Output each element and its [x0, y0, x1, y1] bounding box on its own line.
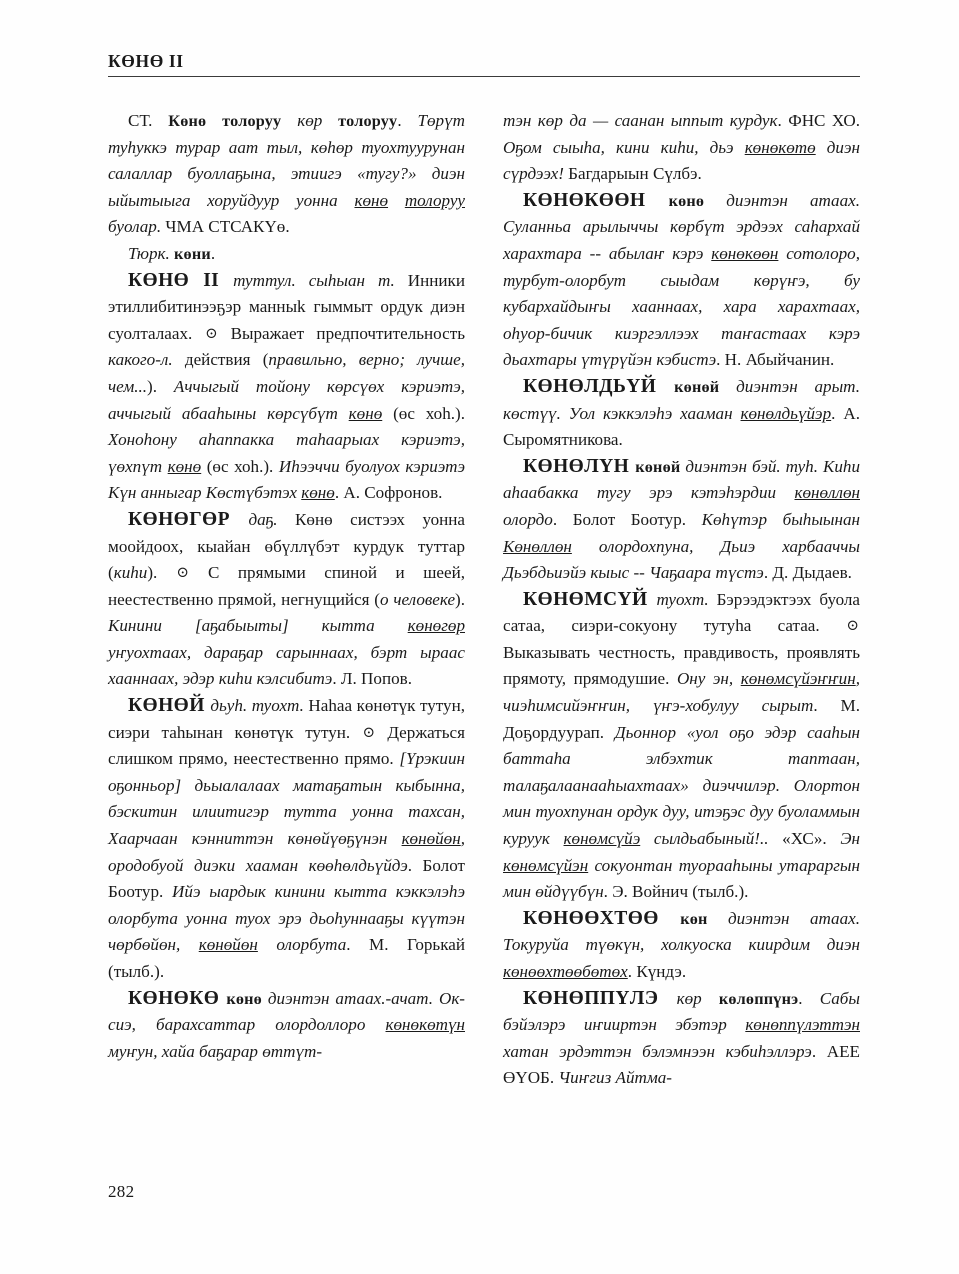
entry-text-run: Ок-сиэ, барахсаттар олордоллоро	[108, 988, 466, 1035]
entry-text-run: муҥун, хайа баҕарар өттүт-	[108, 1041, 323, 1061]
entry-text-run: туохт.	[656, 589, 717, 609]
entry-text-run: уҥуохтаах, дараҕар сарыннаах, бэрт ыраас хааннаах, эдэр киһи кэлсибитэ	[108, 642, 465, 689]
entry-text-run: көнөйөн	[401, 829, 461, 849]
entry-text-run: . Болот Боотур.	[108, 855, 465, 902]
entry-text-run: көнөөхтөөбөтөх	[503, 962, 628, 981]
entry-text-run: көнөмсүйэ	[563, 829, 641, 849]
dictionary-entry	[503, 374, 860, 454]
entry-headword: КӨНӨМСҮЙ	[523, 588, 657, 610]
entry-text-run: көнөппүлэттэн	[745, 1015, 860, 1035]
dictionary-entry	[503, 454, 860, 587]
running-head-area	[108, 52, 860, 77]
entry-text-run: олордо	[503, 509, 553, 529]
entry-text-run: Выражает предпочтительность	[230, 323, 465, 343]
entry-text-run: көнөмсүйэн	[503, 855, 589, 875]
entry-text-run: ⊙	[158, 565, 207, 582]
entry-text-run: Эн	[840, 829, 861, 849]
entry-text-run: көнө	[167, 456, 202, 476]
entry-text-run: Инники этиллибитинээҕэр манныk гыммыт ордук диэн суолталаах.	[108, 270, 465, 343]
entry-text-run: С прямыми спиной и шеей, неестественно прямой, негнущийся (	[108, 563, 465, 609]
entry-text-run: Кинини [аҕабыыты] кытта	[108, 616, 408, 636]
entry-text-run: көнө	[668, 191, 727, 210]
entry-text-run: Киһи аһаабакка тугу эрэ кэтэһэрдии	[503, 456, 860, 503]
entry-text-run: диэнтэн атаах.	[727, 908, 860, 928]
entry-text-run: . А. Сыромятникова.	[503, 403, 860, 450]
entry-text-run: көнөй	[674, 377, 737, 396]
entry-text-run: . АЕЕ ӨҮОБ.	[503, 1041, 861, 1088]
entry-headword: КӨНӨКӨӨН	[523, 189, 669, 211]
entry-text-run: олорбута	[257, 935, 347, 955]
entry-text-run: тэн көр да — саанан ыппыт курдук	[503, 111, 778, 130]
entry-headword: КӨНӨЛҮН	[523, 455, 636, 477]
entry-text-run: толоруу	[338, 112, 398, 130]
entry-text-run: толоруу	[404, 190, 465, 210]
entry-text-run: . Л. Попов.	[332, 669, 412, 689]
entry-text-run: Багдарыын Сүлбэ.	[563, 164, 702, 184]
entry-text-run: олордохпуна, Дьиэ харбааччы Дьэбдьиэйэ кыыс -- Чаҕаара түстэ	[503, 536, 860, 583]
dictionary-entry	[503, 108, 860, 188]
dictionary-entry	[503, 587, 860, 906]
entry-text-run: . Н. Абыйчанин.	[716, 350, 835, 370]
entry-headword: КӨНӨППҮЛЭ	[523, 987, 677, 1009]
page-number: 282	[108, 1182, 135, 1201]
dictionary-entry	[503, 188, 860, 374]
entry-text-run: Ийэ ыардык кинини кытта кэккэлэһэ олорбута уонна туох эрэ дьоһуннааҕы күүтэн чөрбөйөн,	[108, 882, 465, 955]
entry-text-run: Суланньа арылыччы көрбүт эрдээх саһархай харахтара -- абылаҥ кэрэ	[503, 217, 860, 263]
entry-text-run: СТ.	[128, 111, 169, 130]
dictionary-entry	[108, 241, 465, 268]
entry-text-run: Көнө толоруу	[168, 112, 298, 130]
entry-text-run: Держаться слишком прямо, неестественно прямо.	[108, 722, 465, 769]
entry-text-run: . Күндэ.	[627, 962, 687, 981]
entry-text-run: . А. Софронов.	[334, 483, 443, 503]
header-rule	[108, 76, 860, 77]
entry-text-run: , чиэһимсийэҥҥин, үҥэ-хобулуу сырыт	[503, 669, 860, 716]
entry-text-run: көнөйөн	[198, 935, 258, 955]
entry-text-run: көнө	[354, 190, 389, 210]
entry-text-run: ЧМА СТСАКҮө.	[161, 217, 290, 237]
entry-text-run: правильно, верно; лучше, чем...	[108, 350, 465, 396]
entry-text-run: . Э. Войнич (тылб.).	[603, 882, 749, 902]
entry-text-run: [Үрэкиин оҕонньор] дьыалалаах матаҕатын кыбынна, бэскитин илиитигэр тутта уонна тахсан, Хаарчаан кэнниттэн көнөйүөҕүнэн	[108, 749, 465, 849]
entry-text-run: ⊙	[193, 325, 230, 342]
dictionary-entry	[108, 693, 465, 986]
entry-text-run: . М. Доҕордуурап.	[503, 696, 860, 742]
entry-text-run: диэнтэн бэй. туһ.	[685, 456, 823, 476]
entry-text-run: какого-л.	[108, 350, 173, 370]
entry-text-run: көлөппүнэ	[718, 989, 799, 1008]
entry-text-run: «ХС».	[768, 829, 841, 849]
dictionary-entry	[108, 268, 465, 507]
entry-text-run: . М. Горькай (тылб.).	[108, 935, 466, 981]
entry-text-run: диэнтэн атаах.	[726, 190, 860, 210]
left-column	[108, 108, 465, 1168]
entry-text-run: о человеке	[380, 589, 456, 609]
entry-text-run: , ородобуой диэки хааман көөһөлдьүйдэ	[108, 829, 465, 875]
entry-text-run: көнөкөөн	[711, 243, 779, 263]
entry-text-run: . Д. Дыдаев.	[763, 563, 852, 583]
entry-text-run: көнөй	[635, 457, 686, 476]
entry-headword: КӨНӨКӨ	[128, 987, 227, 1009]
entry-text-run	[388, 191, 405, 210]
entry-text-run: Чиҥгиз Айтма-	[558, 1068, 673, 1088]
entry-text-run: көнөкөтүн	[385, 1015, 465, 1035]
entry-text-run: көнөгөр	[407, 616, 465, 636]
entry-text-run: Наһаа көнөтүк тутун, сиэри таһынан көнөтүк тутун.	[108, 696, 465, 742]
entry-headword: КӨНӨЙ	[128, 695, 211, 717]
entry-headword: КӨНӨӨХТӨӨ	[523, 907, 681, 929]
entry-text-run: Сабы бэйэлэрэ иҥииртэн эбэтэр	[503, 988, 860, 1035]
entry-text-run: .	[798, 988, 820, 1008]
entry-text-run: ).	[147, 563, 158, 583]
entry-text-run: даҕ.	[248, 509, 296, 529]
entry-text-run: Иһээччи буолуох кэриэтэ Күн анныгар Көстүбэтэх	[108, 456, 465, 503]
dictionary-entry	[108, 986, 465, 1066]
entry-text-run: Көһүтэр быһыынан	[701, 509, 861, 529]
entry-text-run: Аччыгый тойону көрсүөх кэриэтэ, аччыгый абааһыны көрсүбүт	[108, 376, 466, 423]
dictionary-entry	[503, 906, 860, 986]
entry-text-run: сотолоро, турбут-олорбут сыыдам көрүҥэ, бу кубархайдыҥы хааннаах, хара харахтаах, оһуор-бичик киэргэллээх таҥастаах кэрэ дьахтары үтүрүйэн кэбистэ	[503, 243, 860, 370]
entry-text-run: көни	[174, 244, 211, 263]
entry-text-run: ⊙	[820, 618, 859, 635]
entry-text-run: диэнтэн арыт. көстүү.	[503, 376, 861, 423]
entry-text-run: көнө	[226, 989, 268, 1008]
entry-text-run: Көнө систээх уонна моойдоох, кыайан өбүллүбэт курдук туттар (	[108, 509, 465, 583]
dictionary-entry	[108, 507, 465, 693]
entry-text-run: (өс хоһ.).	[201, 456, 279, 476]
entry-text-run: көнө	[301, 483, 335, 503]
entry-text-run: . ФНС ХО.	[777, 111, 860, 130]
entry-text-run: ⊙	[351, 724, 387, 741]
entry-text-run: киһи	[113, 563, 148, 583]
entry-text-run: ).	[147, 376, 174, 396]
entry-text-run: сылдьабыный!..	[640, 829, 769, 849]
entry-text-run: дьуһ. туохт.	[210, 696, 309, 716]
right-column	[503, 108, 860, 1168]
two-column-body	[108, 108, 860, 1168]
entry-text-run: .	[210, 243, 216, 263]
entry-text-run: действия (	[172, 350, 269, 370]
entry-text-run: туттул. сыһыан т.	[233, 270, 408, 290]
dictionary-entry	[108, 108, 465, 241]
entry-headword: КӨНӨГӨР	[128, 508, 249, 530]
running-head: КӨНӨ II	[108, 51, 184, 71]
entry-text-run: көнөкөтө	[744, 137, 816, 157]
entry-text-run: көнөлдьүйэр	[740, 403, 832, 423]
entry-headword: КӨНӨ II	[128, 269, 234, 291]
entry-text-run: .	[397, 111, 418, 130]
entry-text-run: Дьоннор «уол оҕо эдэр сааһын баттаһа элбэхтик таптаан, талаҕалаанааһыахтаах» диэччилэр. Олортон мин туохпунан ордук дуу, итэҕэс дуу буоламмын куруук	[503, 722, 861, 849]
entry-text-run: Төрүт туһуккэ турар аат тыл, көһөр туохтуурунан салаллар буоллаҕына, этиигэ «тугу?» диэн ыйытыыга хоруйдуур уонна	[108, 111, 465, 210]
entry-text-run: көр	[297, 111, 339, 130]
entry-text-run: Тюрк.	[128, 243, 175, 263]
entry-text-run: Уол кэккэлэһэ хааман	[568, 403, 741, 423]
entry-headword: КӨНӨЛДЬҮЙ	[523, 375, 675, 397]
entry-text-run: (өс хоһ.).	[382, 403, 465, 423]
entry-text-run: Көнөллөн	[503, 536, 572, 556]
entry-text-run: Токуруйа түөкүн, холкуоска киирдим диэн	[503, 935, 860, 955]
entry-text-run: буолар.	[108, 217, 162, 237]
entry-text-run: диэн сүрдээх!	[503, 137, 860, 184]
entry-text-run: хатан эрдэттэн бэлэмнээн кэбиһэллэрэ	[503, 1041, 812, 1061]
entry-text-run: сокуонтан туорааһыны утараргын мин өйдүүбүн	[503, 855, 860, 902]
entry-text-run: ).	[455, 589, 466, 609]
entry-text-run: Ону эн,	[676, 669, 741, 689]
entry-text-run: көнөмсүйэҥҥин	[740, 669, 856, 689]
entry-text-run: Бэрээдэктээх буола сатаа, сиэри-сокуону тутуһа сатаа.	[503, 589, 861, 636]
entry-text-run: көн	[680, 909, 728, 928]
entry-text-run: Оҕом сыыһа, кини киһи, дьэ	[503, 137, 745, 157]
entry-text-run: диэнтэн атаах.-ачат.	[267, 988, 439, 1008]
entry-text-run: көр	[676, 988, 719, 1008]
entry-text-run: Выказывать честность, правдивость, проявлять прямоту, прямодушие.	[503, 642, 860, 689]
entry-text-run: көнө	[348, 403, 383, 423]
entry-text-run: . Болот Боотур.	[552, 509, 702, 529]
dictionary-entry	[503, 986, 860, 1092]
entry-text-run: көнөллөн	[794, 483, 860, 503]
entry-text-run: Хоноһону аһаппакка таһаарыах кэриэтэ, үөхпүт	[108, 430, 465, 476]
